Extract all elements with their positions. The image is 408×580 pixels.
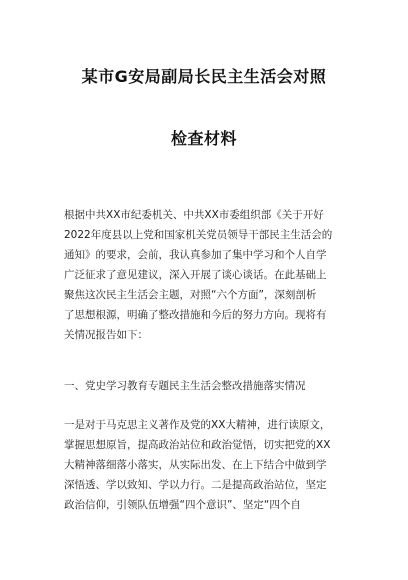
intro-line: 广泛征求了意见建议，深入开展了谈心谈话。在此基础上 — [64, 269, 327, 281]
section-line: 掌握思想原旨，提高政治站位和政治觉悟，切实把党的XX — [64, 439, 331, 451]
intro-line: 通知》的要求，会前，我认真参加了集中学习和个人自学 — [64, 249, 327, 261]
document-subtitle: 检查材料 — [170, 129, 237, 148]
section-line: 深悟透、学以致知、学以力行。二是提高政治站位，坚定 — [64, 479, 327, 491]
section-line: 一是对于马克思主义著作及党的XX大精神，进行读原文， — [64, 419, 331, 431]
intro-line: 根据中共XX市纪委机关、中共XX市委组织部《关于开好 — [64, 209, 324, 221]
intro-line: 关情况报告如下： — [64, 329, 148, 341]
intro-line: 了思想根源，明确了整改措施和今后的努力方向。现将有 — [64, 309, 327, 321]
section-line: 大精神落细落小落实，从实际出发、在上下结合中做到学 — [64, 459, 327, 471]
intro-line: 2022年度县以上党和国家机关党员领导干部民主生活会的 — [64, 229, 333, 241]
document-title: 某市G安局副局长民主生活会对照 — [81, 67, 327, 86]
intro-line: 聚焦这次民主生活会主题，对照“六个方面”，深刻剖析 — [64, 289, 317, 301]
section-heading: 一、党史学习教育专题民主生活会整改措施落实情况 — [64, 380, 306, 392]
section-line: 政治信仰，引领队伍增强“四个意识”、坚定“四个自 — [64, 499, 301, 511]
